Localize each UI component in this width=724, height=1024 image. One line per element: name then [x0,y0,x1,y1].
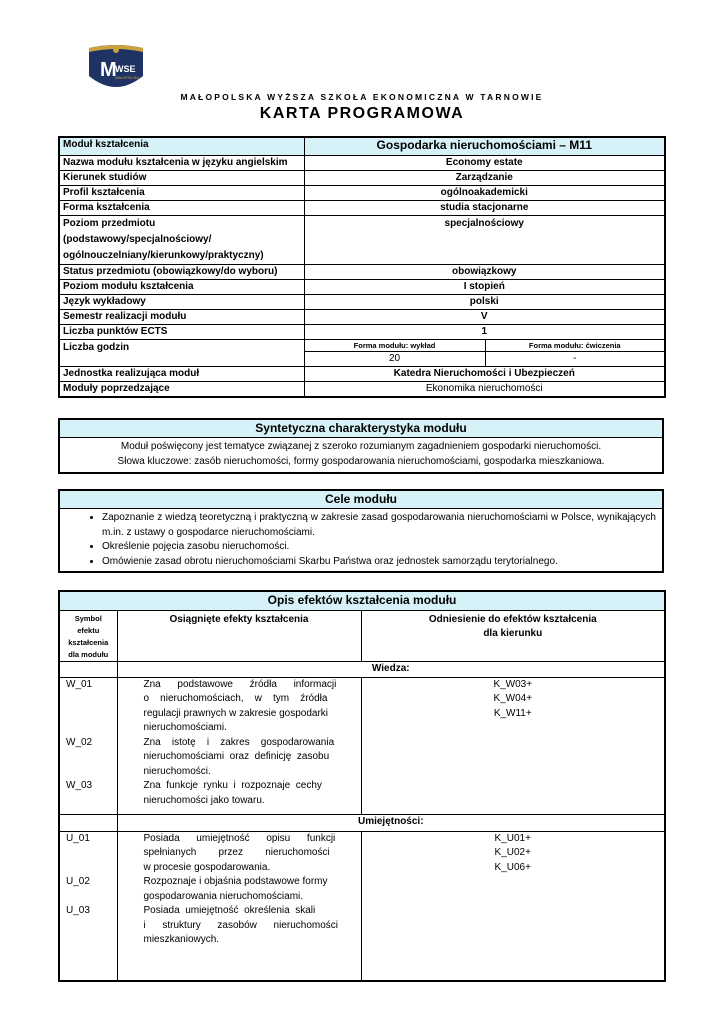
jednostka-value: Katedra Nieruchomości i Ubezpieczeń [304,366,665,381]
category-wiedza: Wiedza: [117,661,665,677]
cele-list [60,511,662,569]
poziom-value: specjalnościowy [304,215,665,264]
effect-line: Posiada umiejętność określenia skali [143,905,316,916]
info-label: Forma kształcenia [59,200,304,215]
umiejetnosci-refs [361,831,665,981]
ref-code: K_W04+ [493,693,533,705]
info-value: 1 [304,324,665,339]
logo-letter-m: M [100,59,117,81]
synteza-section [58,418,664,474]
effect-line: Posiada umiejętność opisu funkcji [143,832,336,844]
cele-body [59,509,663,573]
synteza-line: Słowa kluczowe: zasób nieruchomości, formy gospodarowania nieruchomościami, gospodarka mieszkaniowa. [117,455,605,467]
poprzedzajace-value: Ekonomika nieruchomości [304,381,665,397]
effect-symbol [66,794,114,809]
poziom-label-line: Poziom przedmiotu [63,217,156,229]
poziom-label-line: (podstawowy/specjalnościowy/ [63,233,212,245]
document-title: KARTA PROGRAMOWA [259,105,465,122]
effect-symbol: W_01 [66,678,93,690]
cele-section [58,489,664,573]
info-label: Kierunek studiów [59,170,304,185]
effect-symbol [66,765,114,780]
info-value: Zarządzanie [304,170,665,185]
school-logo [85,42,147,94]
effect-line: Zna podstawowe źródła informacji [143,678,337,690]
effect-symbol: W_02 [66,736,93,748]
effect-symbol: U_03 [66,905,90,916]
empty-cell [59,815,117,831]
effect-symbol: U_01 [66,832,90,844]
ref-code: K_W11+ [493,707,532,719]
info-value: V [304,309,665,324]
effect-symbol [66,750,114,765]
info-value: polski [304,294,665,309]
logo-wse: WSE [115,64,136,74]
poprzedzajace-label: Moduły poprzedzające [59,381,304,397]
godziny-label: Liczba godzin [59,339,304,366]
symbol-header-line: efektu [77,625,100,635]
info-label: Język wykładowy [59,294,304,309]
effect-symbol [66,933,114,948]
effect-symbol: U_02 [66,876,90,887]
jednostka-label: Jednostka realizująca moduł [59,366,304,381]
effect-symbol [66,707,114,722]
synteza-line: Moduł poświęcony jest tematyce związanej z szeroko rozumianym zagadnieniem gospodarki nieruchomości. [120,441,602,452]
effect-symbol [66,692,114,707]
effect-line: regulacji prawnych w zakresie gospodarki [143,707,329,719]
effect-line: o nieruchomościach, w tym źródła [143,693,328,705]
effect-line: nieruchomościami. [143,722,227,734]
effect-line: Rozpoznaje i objaśnia podstawowe formy [143,876,328,887]
info-value: I stopień [304,279,665,294]
synteza-title: Syntetyczna charakterystyka modułu [59,419,663,438]
poziom-label [59,215,304,264]
forma-wyklad-label: Forma modułu: wykład [304,339,485,351]
opis-title: Opis efektów kształcenia modułu [59,591,665,610]
symbol-header-line: Symbol [74,613,102,623]
list-item: • Zapoznanie z wiedzą teoretyczną i praktyczną w zakresie zasad gospodarowania nieruchomościami w Polsce, wynikających m.in. z ustawy o gospodarce nieruchomościami. [102,511,662,540]
poziom-label-line: ogólnouczelniany/kierunkowy/praktyczny) [63,249,264,261]
effect-line: i struktury zasobów nieruchomości [143,919,339,931]
refs-header [361,610,665,661]
ref-code: K_U01+ [494,832,531,844]
info-label: Liczba punktów ECTS [59,324,304,339]
effect-symbol [66,890,114,905]
list-item: • Określenie pojęcia zasobu nieruchomości. [102,540,662,555]
logo-small: MAŁOPOLSKA [115,76,140,80]
ref-code: K_U06+ [494,861,531,873]
wiedza-refs [361,677,665,814]
school-name: MAŁOPOLSKA WYŻSZA SZKOŁA EKONOMICZNA W TARNOWIE [180,92,544,102]
info-value: ogólnoakademicki [304,185,665,200]
effect-symbol [66,919,114,934]
wiedza-symbols [59,677,117,814]
umiejetnosci-symbols [59,831,117,981]
modul-label: Moduł kształcenia [59,137,304,155]
info-value: Economy estate [304,155,665,170]
info-label: Poziom modułu kształcenia [59,279,304,294]
refs-header-line: Odniesienie do efektów kształcenia [428,613,597,625]
cele-title: Cele modułu [59,490,663,509]
symbol-header [59,610,117,661]
module-info-table [58,136,666,398]
info-value: obowiązkowy [304,264,665,279]
info-label: Nazwa modułu kształcenia w języku angielskim [59,155,304,170]
category-umiejetnosci: Umiejętności: [117,815,665,831]
effect-line: spełnianych przez nieruchomości [143,847,330,858]
effects-header: Osiągnięte efekty kształcenia [117,610,361,661]
effect-symbol [66,861,114,876]
symbol-header-line: kształcenia [68,637,109,647]
info-label: Profil kształcenia [59,185,304,200]
cwiczenia-hours: - [485,351,665,366]
list-item: • Omówienie zasad obrotu nieruchomościami Skarbu Państwa oraz jednostek samorządu terytorialnego. [102,555,662,570]
effect-line: nieruchomości. [143,765,211,777]
effect-line: mieszkaniowych. [143,934,220,945]
synteza-body [59,438,663,474]
wiedza-effects [117,677,361,814]
ref-code: K_W03+ [493,678,533,690]
effect-line: nieruchomości jako towaru. [143,794,265,806]
forma-cwiczenia-label: Forma modułu: ćwiczenia [485,339,665,351]
wyklad-hours: 20 [304,351,485,366]
effect-line: Zna istotę i zakres gospodarowania [143,736,335,748]
umiejetnosci-effects [117,831,361,981]
opis-section [58,590,666,982]
effect-line: w procesie gospodarowania. [143,861,271,873]
effect-symbol [66,721,114,736]
effect-line: Zna funkcje rynku i rozpoznaje cechy [143,780,322,792]
effect-symbol [66,846,114,861]
symbol-header-line: dla modułu [68,649,109,659]
effect-symbol: W_03 [66,780,93,792]
info-label: Semestr realizacji modułu [59,309,304,324]
refs-header-line: dla kierunku [483,627,543,639]
effect-line: nieruchomościami oraz definicję zasobu [143,751,330,763]
info-label: Status przedmiotu (obowiązkowy/do wyboru) [59,264,304,279]
modul-value: Gospodarka nieruchomościami – M11 [304,137,665,155]
info-value: studia stacjonarne [304,200,665,215]
ref-code: K_U02+ [494,847,531,858]
empty-cell [59,661,117,677]
effect-line: gospodarowania nieruchomościami. [143,890,304,902]
